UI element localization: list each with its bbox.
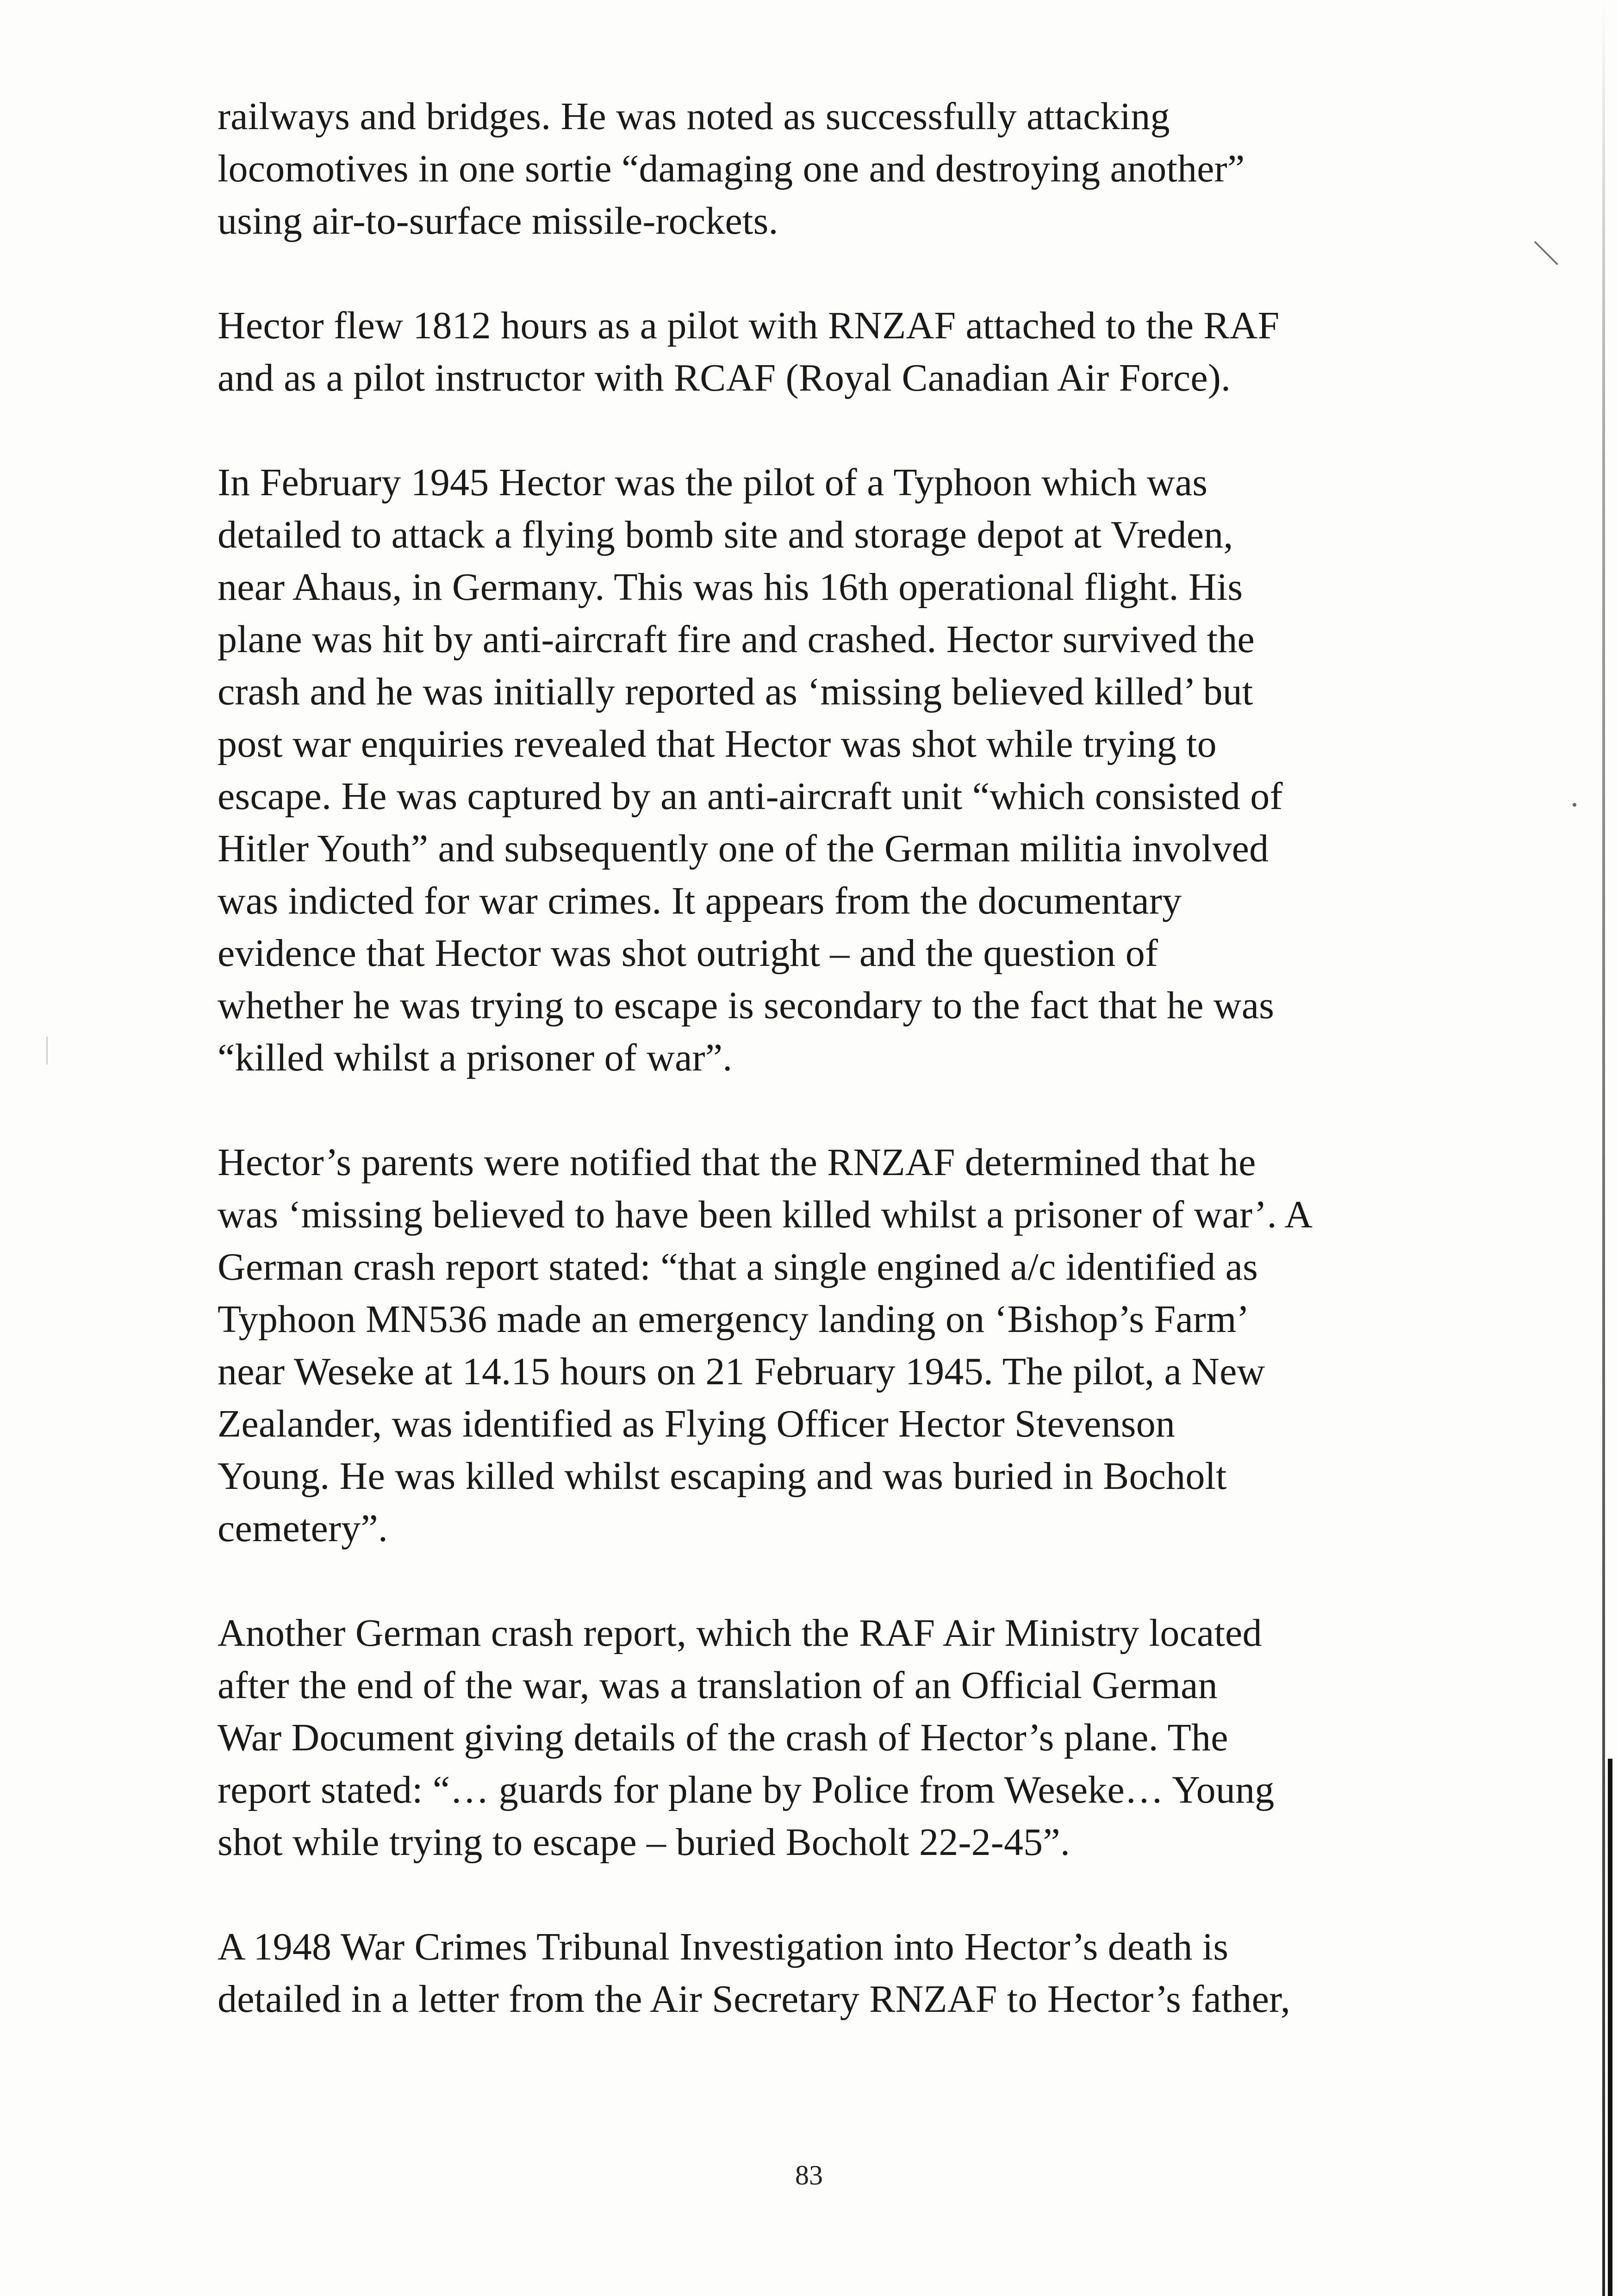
text-line: report stated: “… guards for plane by Police from Weseke… Young <box>218 1768 1275 1811</box>
text-line: Hector’s parents were notified that the RNZAF determined that he <box>218 1141 1256 1184</box>
text-line: after the end of the war, was a translation of an Official German <box>218 1664 1218 1707</box>
text-line: plane was hit by anti-aircraft fire and crashed. Hector survived the <box>218 618 1255 661</box>
text-line: detailed to attack a flying bomb site and storage depot at Vreden, <box>218 513 1233 556</box>
text-line: near Ahaus, in Germany. This was his 16th operational flight. His <box>218 566 1243 609</box>
text-line: German crash report stated: “that a single engined a/c identified as <box>218 1245 1258 1288</box>
scan-tick <box>46 1037 48 1064</box>
text-line: Hector flew 1812 hours as a pilot with RNZAF attached to the RAF <box>218 304 1280 347</box>
paragraph-5 <box>218 1607 1504 1868</box>
text-line: Young. He was killed whilst escaping and was buried in Bocholt <box>218 1455 1227 1498</box>
text-line: railways and bridges. He was noted as successfully attacking <box>218 95 1170 138</box>
text-line: near Weseke at 14.15 hours on 21 February 1945. The pilot, a New <box>218 1350 1265 1393</box>
text-line: and as a pilot instructor with RCAF (Royal Canadian Air Force). <box>218 356 1231 399</box>
scan-edge-shadow <box>1602 0 1605 2296</box>
paragraph-4 <box>218 1136 1504 1555</box>
scan-mark <box>1534 241 1558 265</box>
text-line: shot while trying to escape – buried Bocholt 22-2-45”. <box>218 1821 1070 1864</box>
text-line: In February 1945 Hector was the pilot of a Typhoon which was <box>218 461 1208 504</box>
text-line: crash and he was initially reported as ‘missing believed killed’ but <box>218 670 1253 713</box>
text-line: using air-to-surface missile-rockets. <box>218 199 778 243</box>
paragraph-6 <box>218 1921 1504 2025</box>
text-line: was ‘missing believed to have been killed whilst a prisoner of war’. A <box>218 1193 1313 1236</box>
scan-edge-binding <box>1608 1759 1612 2296</box>
text-line: cemetery”. <box>218 1507 388 1550</box>
scan-dot <box>1573 803 1576 807</box>
paragraph-1 <box>218 90 1504 247</box>
body-text <box>218 90 1504 2025</box>
page-number: 83 <box>795 2160 823 2190</box>
text-line: A 1948 War Crimes Tribunal Investigation into Hector’s death is <box>218 1925 1229 1968</box>
text-line: locomotives in one sortie “damaging one and destroying another” <box>218 147 1245 190</box>
text-line: detailed in a letter from the Air Secretary RNZAF to Hector’s father, <box>218 1978 1291 2021</box>
text-line: post war enquiries revealed that Hector was shot while trying to <box>218 722 1217 765</box>
text-line: was indicted for war crimes. It appears from the documentary <box>218 879 1182 922</box>
text-line: War Document giving details of the crash of Hector’s plane. The <box>218 1716 1228 1759</box>
paragraph-3 <box>218 456 1504 1084</box>
text-line: Hitler Youth” and subsequently one of the German militia involved <box>218 827 1269 870</box>
text-line: escape. He was captured by an anti-aircraft unit “which consisted of <box>218 775 1283 818</box>
text-line: Another German crash report, which the RAF Air Ministry located <box>218 1612 1262 1655</box>
paragraph-2 <box>218 299 1504 404</box>
text-line: Typhoon MN536 made an emergency landing on ‘Bishop’s Farm’ <box>218 1298 1250 1341</box>
text-line: “killed whilst a prisoner of war”. <box>218 1036 733 1079</box>
text-line: whether he was trying to escape is secondary to the fact that he was <box>218 984 1275 1027</box>
text-line: Zealander, was identified as Flying Officer Hector Stevenson <box>218 1402 1176 1445</box>
text-line: evidence that Hector was shot outright – and the question of <box>218 932 1158 975</box>
